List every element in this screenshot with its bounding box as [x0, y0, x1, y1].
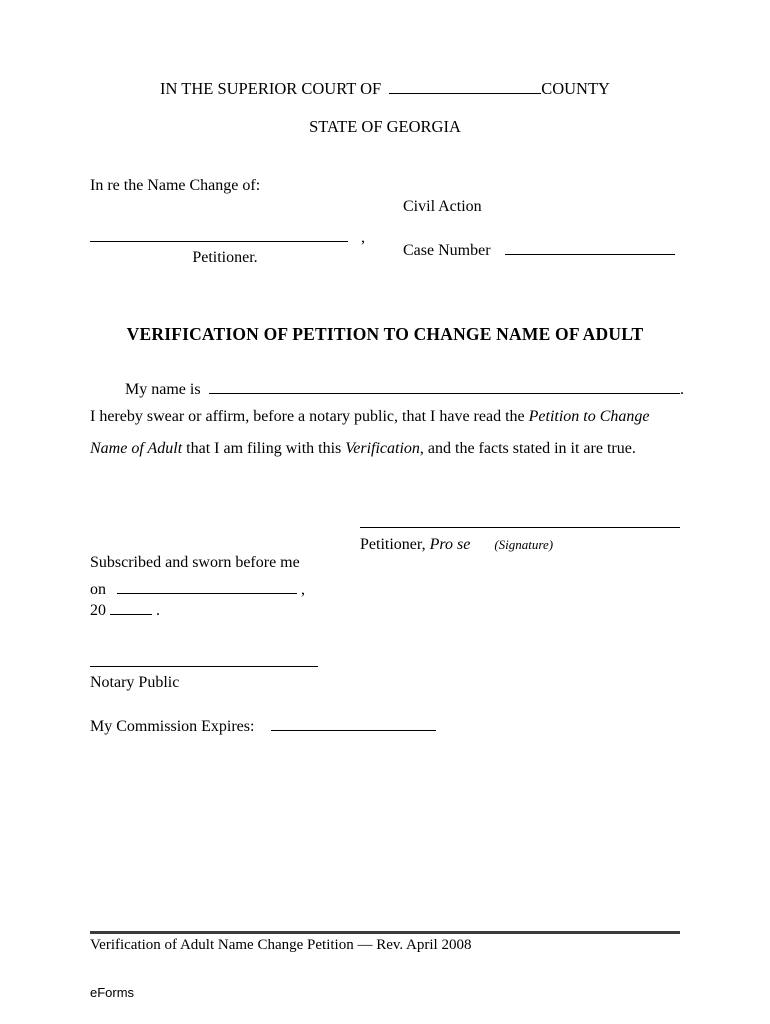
petitioner-label: Petitioner.: [192, 249, 258, 266]
signature-caption-prefix: Petitioner,: [360, 536, 430, 553]
court-header-suffix: COUNTY: [541, 79, 610, 98]
eforms-logo: eForms: [90, 985, 135, 1000]
document-title: VERIFICATION OF PETITION TO CHANGE NAME OF ADULT: [126, 324, 644, 344]
year-period: .: [156, 602, 160, 619]
petitioner-signature-field[interactable]: [360, 510, 680, 528]
case-number-label: Case Number: [403, 242, 491, 259]
my-name-field[interactable]: [209, 376, 680, 394]
sworn-date-row: [90, 576, 305, 599]
subscribed-line: Subscribed and sworn before me: [90, 554, 300, 571]
court-header-line: [90, 76, 680, 99]
sworn-date-comma: ,: [301, 581, 305, 598]
on-label: on: [90, 581, 106, 598]
year-prefix: 20: [90, 602, 106, 619]
notary-signature-field[interactable]: [90, 649, 318, 667]
case-number-row: [403, 237, 675, 260]
court-header-prefix: IN THE SUPERIOR COURT OF: [160, 79, 382, 98]
signature-caption: [360, 536, 553, 554]
case-number-field[interactable]: [505, 237, 675, 255]
affirmation-paragraph: I hereby swear or affirm, before a notary public, that I have read the Petition to Change Name of Adult that I am filing with this Verification, and the facts stated in it are true.: [90, 408, 650, 457]
pro-se-label: Pro se: [429, 536, 471, 553]
state-header: STATE OF GEORGIA: [309, 117, 461, 136]
caption-comma: ,: [361, 229, 365, 246]
county-blank-field[interactable]: [389, 76, 541, 94]
footer-revision-text: Verification of Adult Name Change Petition — Rev. April 2008: [90, 937, 472, 953]
commission-label: My Commission Expires:: [90, 718, 255, 735]
my-name-label: My name is: [125, 381, 201, 398]
commission-row: [90, 713, 436, 736]
my-name-row: [90, 376, 684, 399]
civil-action-label: Civil Action: [403, 198, 482, 215]
year-field[interactable]: [110, 597, 152, 615]
petitioner-name-field[interactable]: [90, 224, 348, 242]
in-re-label: In re the Name Change of:: [90, 177, 261, 194]
notary-public-label: Notary Public: [90, 674, 180, 691]
my-name-period: .: [680, 381, 684, 398]
footer-divider: [90, 931, 680, 934]
sworn-year-row: [90, 597, 160, 620]
signature-note: (Signature): [494, 537, 554, 552]
sworn-date-field[interactable]: [117, 576, 297, 594]
commission-expiry-field[interactable]: [271, 713, 436, 731]
petitioner-name-row: [90, 224, 365, 247]
